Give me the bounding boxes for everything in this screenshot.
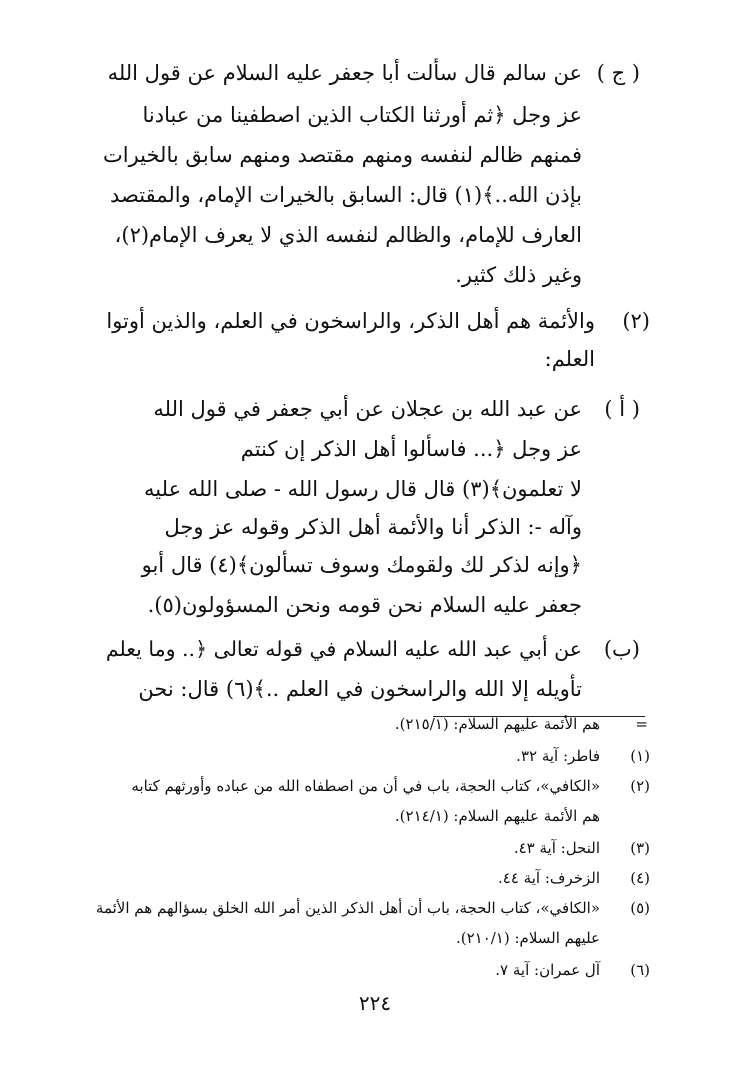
body-line: عن عبد الله بن عجلان عن أبي جعفر في قول الله (153, 397, 582, 421)
body-line: فمنهم ظالم لنفسه ومنهم مقتصد ومنهم سابق بالخيرات (102, 143, 582, 167)
footnote-text: عليهم السلام: (٢١٠/١). (455, 929, 600, 947)
marker-c: ( ج ) (596, 61, 640, 85)
body-line: العلم: (544, 347, 595, 371)
footnote-text: النحل: آية ٤٣. (513, 839, 600, 857)
footnote-marker: (٦) (630, 961, 650, 979)
footnote-marker: (٥) (630, 899, 650, 917)
footnote-marker: (٣) (630, 839, 650, 857)
footnote-marker: (٤) (630, 869, 650, 887)
footnote-text: الزخرف: آية ٤٤. (498, 869, 600, 887)
body-line: عن أبي عبد الله عليه السلام في قوله تعالى ﴿.. وما يعلم (105, 637, 582, 661)
marker-b: (ب) (603, 637, 640, 661)
body-line: تأويله إلا الله والراسخون في العلم ..﴾(٦) قال: نحن (138, 677, 582, 701)
footnote-text: «الكافي»، كتاب الحجة، باب أن أهل الذكر الذين أمر الله الخلق بسؤالهم هم الأئمة (95, 899, 600, 917)
body-line: وآله -: الذكر أنا والأئمة أهل الذكر وقوله عز وجل (164, 515, 582, 539)
body-line: ﴿وإنه لذكر لك ولقومك وسوف تسألون﴾(٤) قال أبو (141, 553, 582, 577)
body-line: جعفر عليه السلام نحن قومه ونحن المسؤولون(٥). (147, 593, 582, 617)
body-line: عز وجل ﴿ثم أورثنا الكتاب الذين اصطفينا من عبادنا (142, 103, 582, 127)
footnote-marker: (٢) (630, 777, 650, 795)
marker-a: ( أ ) (604, 397, 640, 421)
body-line: لا تعلمون﴾(٣) قال قال رسول الله - صلى الله عليه (144, 477, 582, 501)
footnote-text: آل عمران: آية ٧. (495, 961, 600, 979)
footnote-marker: (١) (630, 747, 650, 765)
footnote-text: هم الأئمة عليهم السلام: (٢١٤/١). (394, 807, 600, 825)
body-line: بإذن الله..﴾(١) قال: السابق بالخيرات الإمام، والمقتصد (110, 183, 582, 207)
footnote-marker: = (635, 715, 648, 733)
body-line: العارف للإمام، والظالم لنفسه الذي لا يعرف الإمام(٢)، (114, 223, 582, 247)
footnote-text: «الكافي»، كتاب الحجة، باب في أن من اصطفاه الله من عباده وأورثهم كتابه (131, 777, 600, 795)
page-number: ٢٢٤ (358, 991, 392, 1015)
body-line: عن سالم قال سألت أبا جعفر عليه السلام عن قول الله (107, 61, 582, 85)
body-line: وغير ذلك كثير. (455, 263, 582, 287)
footnote-text: هم الأئمة عليهم السلام: (٢١٥/١). (394, 715, 600, 733)
marker-2: (٢) (622, 309, 650, 333)
body-line: عز وجل ﴿... فاسألوا أهل الذكر إن كنتم (240, 437, 582, 461)
footnote-text: فاطر: آية ٣٢. (516, 747, 600, 765)
body-line: والأئمة هم أهل الذكر، والراسخون في العلم، والذين أوتوا (106, 309, 595, 333)
